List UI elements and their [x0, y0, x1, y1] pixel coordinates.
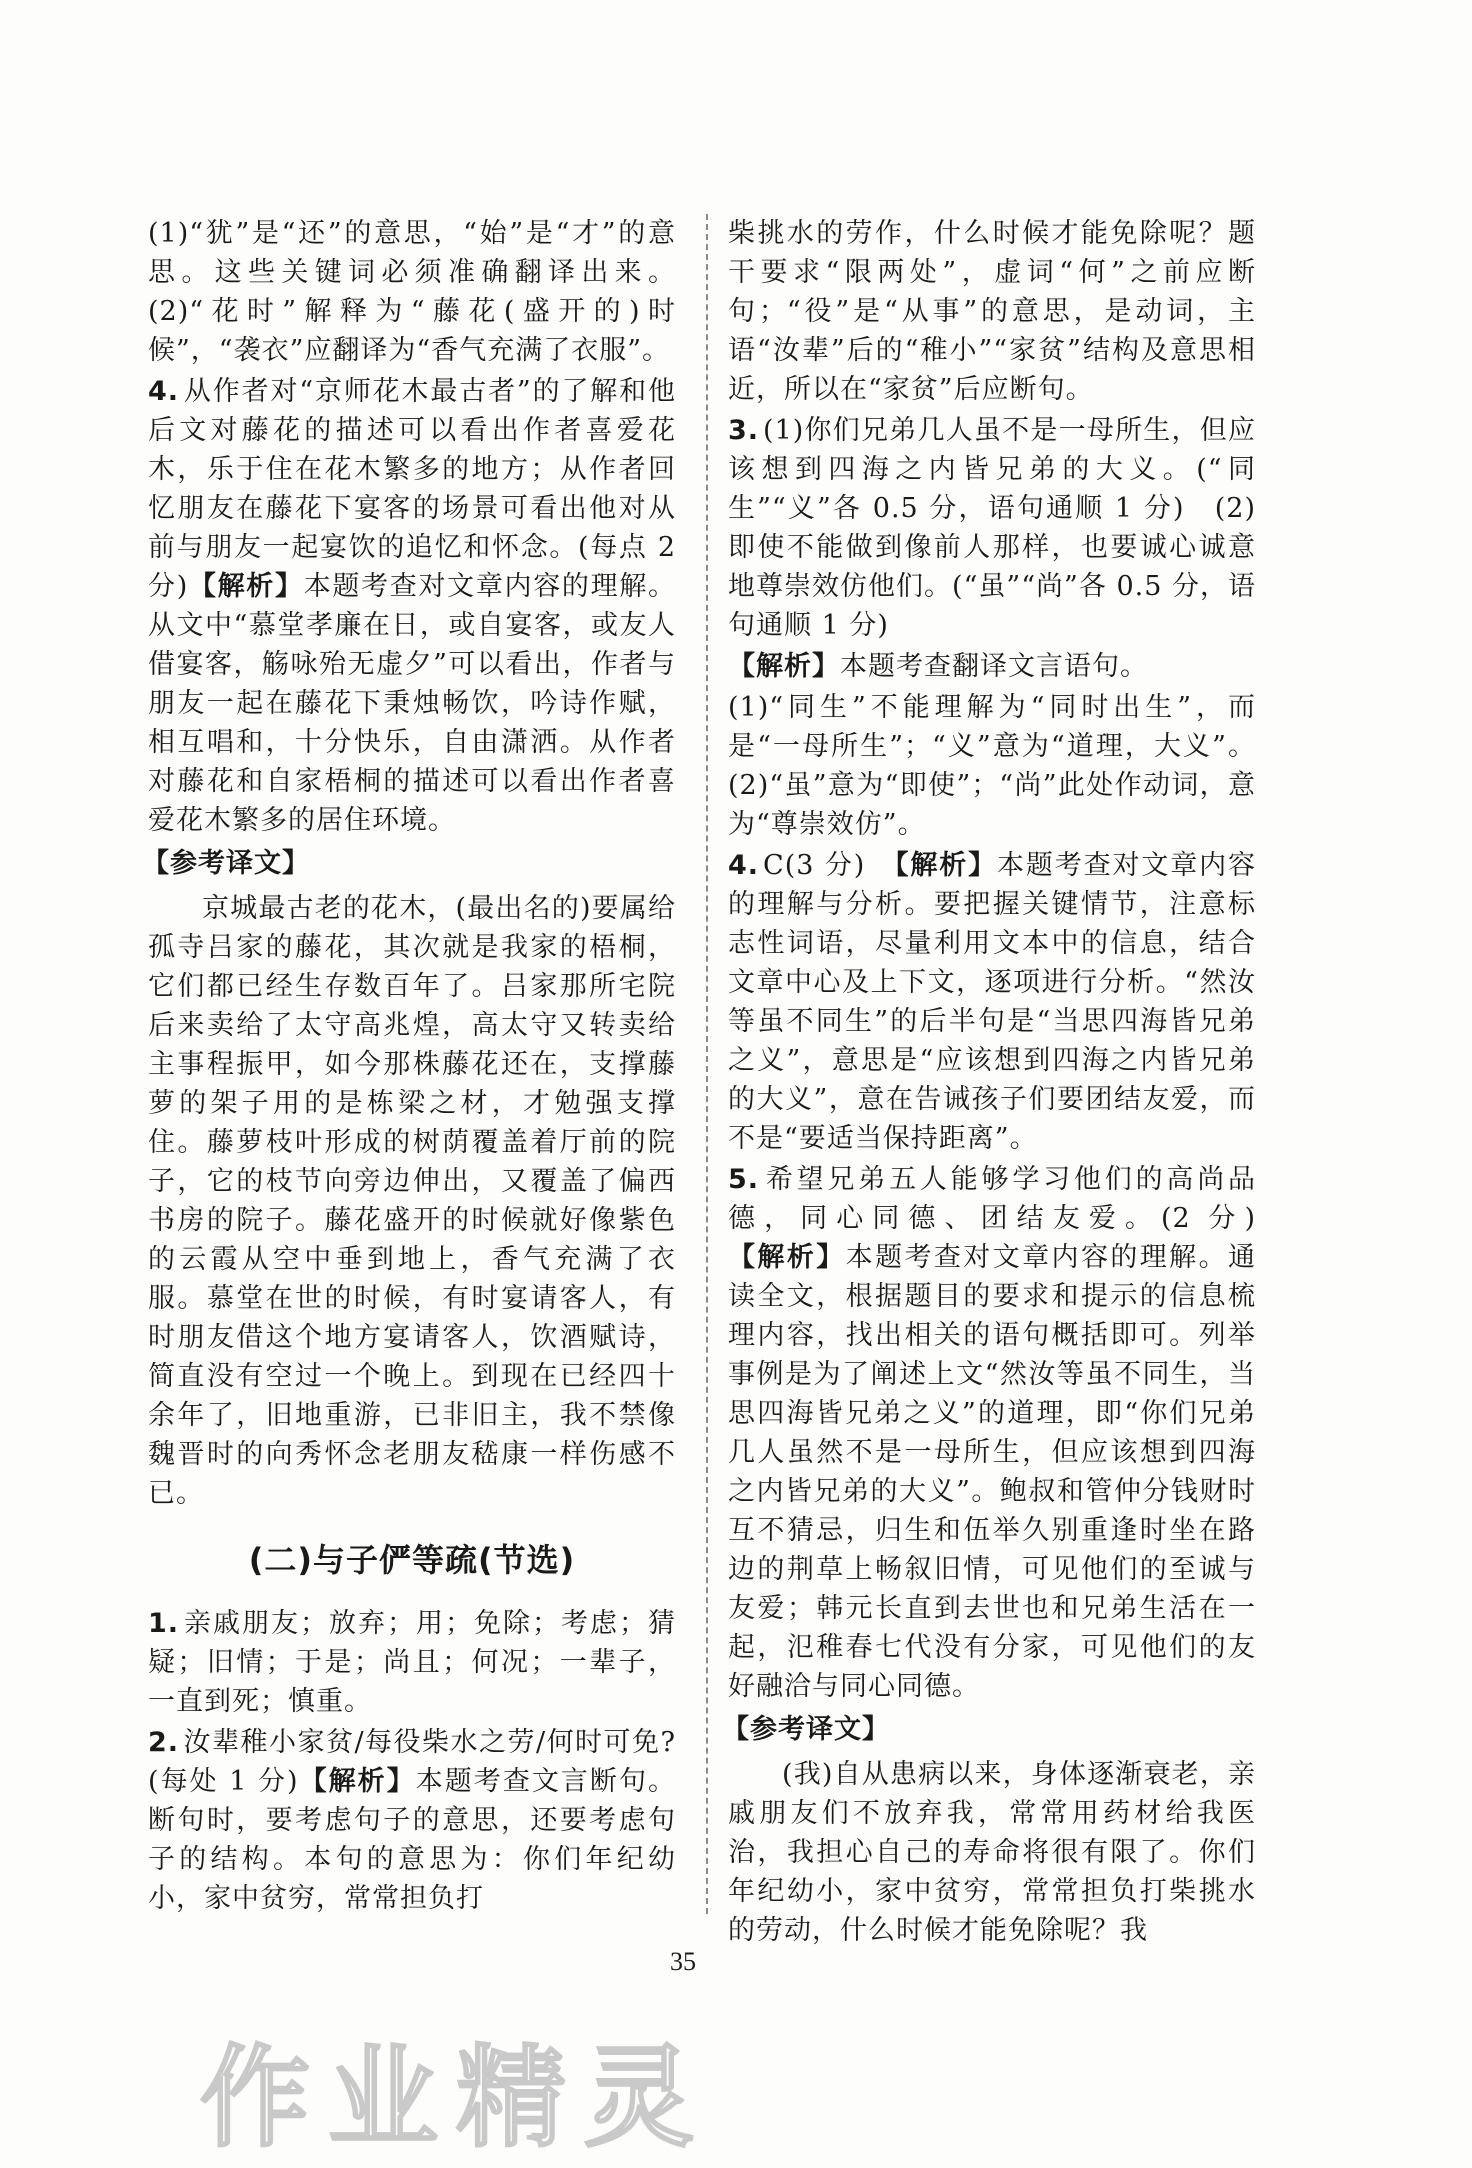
analysis-paragraph — [728, 647, 1256, 686]
reference-translation-text: (我)自从患病以来，身体逐渐衰老，亲戚朋友们不放弃我，常常用药材给我医治，我担心自己的寿命将很有限了。你们年纪幼小，家中贫穷，常常担负打柴挑水的劳动，什么时候才能免除呢？我 — [728, 1759, 1256, 1946]
analysis-tag: 【解析】 — [895, 850, 998, 881]
analysis-tag: 【解析】 — [298, 1766, 416, 1797]
analysis-tag: 【解析】 — [728, 651, 840, 682]
item-number: 2. — [148, 1727, 180, 1758]
analysis-text: 本题考查对文章内容的理解。通读全文，根据题目的要求和提示的信息梳理内容，找出相关的语句概括即可。列举事例是为了阐述上文“然汝等虽不同生，当思四海皆兄弟之义”的道理，即“你们兄弟几人虽然不是一母所生，但应该想到四海之内皆兄弟的大义”。鲍叔和管仲分钱财时互不猜忌，归生和伍举久别重逢时坐在路边的荆草上畅叙旧情，可见他们的至诚与友爱；韩元长直到去世也和兄弟生活在一起，氾稚春七代没有分家，可见他们的友好融洽与同心同德。 — [728, 1242, 1257, 1702]
answer-text: C(3 分) — [763, 850, 866, 881]
reference-translation-heading: 【参考译文】 — [142, 848, 310, 879]
analysis-text: 本题考查对文章内容的理解与分析。要把握关键情节，注意标志性词语，尽量利用文本中的信息，结合文章中心及上下文，逐项进行分析。“然汝等虽不同生”的后半句是“当思四海皆兄弟之义”，意思是“应该想到四海之内皆兄弟的大义”，意在告诫孩子们要团结友爱，而不是“要适当保持距离”。 — [728, 850, 1257, 1154]
analysis-text: 本题考查翻译文言语句。 — [840, 651, 1148, 682]
page-number: 35 — [670, 1947, 696, 1976]
answer-intro-paragraph: (1)“犹”是“还”的意思，“始”是“才”的意思。这些关键词必须准确翻译出来。(2)“花时”解释为“藤花(盛开的)时候”，“袭衣”应翻译为“香气充满了衣服”。 — [148, 218, 676, 366]
item-number: 1. — [148, 1608, 180, 1639]
continued-paragraph: 柴挑水的劳作，什么时候才能免除呢？题干要求“限两处”，虚词“何”之前应断句；“役”是“从事”的意思，是动词，主语“汝辈”后的“稚小”“家贫”结构及意思相近，所以在“家贫”后应断句。 — [728, 218, 1256, 405]
reference-translation-heading: 【参考译文】 — [722, 1714, 890, 1745]
left-column — [142, 214, 677, 1920]
column-divider — [706, 214, 708, 1914]
answer-item-3 — [728, 411, 1256, 645]
reference-translation-text: 京城最古老的花木，(最出名的)要属给孤寺吕家的藤花，其次就是我家的梧桐，它们都已经生存数百年了。吕家那所宅院后来卖给了太守高兆煌，高太守又转卖给主事程振甲，如今那株藤花还在，支撑藤萝的架子用的是栋梁之材，才勉强支撑住。藤萝枝叶形成的树荫覆盖着厅前的院子，它的枝节向旁边伸出，又覆盖了偏西书房的院子。藤花盛开的时候就好像紫色的云霞从空中垂到地上，香气充满了衣服。慕堂在世的时候，有时宴请客人，有时朋友借这个地方宴请客人，饮酒赋诗，简直没有空过一个晚上。到现在已经四十余年了，旧地重游，已非旧主，我不禁像魏晋时的向秀怀念老朋友嵇康一样伤感不已。 — [148, 893, 676, 1509]
analysis-tag: 【解析】 — [188, 571, 304, 602]
answer-text: (1)你们兄弟几人虽不是一母所生，但应该想到四海之内皆兄弟的大义。(“同生”“义”各 0.5 分，语句通顺 1 分) (2)即使不能做到像前人那样，也要诚心诚意地尊崇效仿他们。(“虽”“尚”各 0.5 分，语句通顺 1 分) — [728, 415, 1256, 641]
watermark-logo: 作业精灵 — [200, 2034, 712, 2162]
item-number: 4. — [148, 376, 180, 407]
right-column — [722, 214, 1257, 1952]
item-number: 3. — [728, 415, 760, 446]
answer-item-4 — [728, 846, 1256, 1158]
item-number: 5. — [728, 1164, 760, 1195]
answer-text: 汝辈稚小家贫/每役柴水之劳/何时可免?(每处 1 分) — [148, 1727, 676, 1797]
answer-text: 亲戚朋友；放弃；用；免除；考虑；猜疑；旧情；于是；尚且；何况；一辈子，一直到死；慎重。 — [148, 1608, 676, 1717]
answer-text: 希望兄弟五人能够学习他们的高尚品德，同心同德、团结友爱。(2 分) — [728, 1164, 1256, 1234]
section-title: (二)与子俨等疏(节选) — [248, 1541, 576, 1579]
analysis-tag: 【解析】 — [728, 1242, 846, 1273]
answer-text: 从作者对“京师花木最古者”的了解和他后文对藤花的描述可以看出作者喜爱花木，乐于住在花木繁多的地方；从作者回忆朋友在藤花下宴客的场景可看出他对从前与朋友一起宴饮的追忆和怀念。(每点 2 分) — [148, 376, 676, 602]
answer-item-2 — [148, 1723, 676, 1918]
analysis-text: 本题考查对文章内容的理解。从文中“慕堂孝廉在日，或自宴客，或友人借宴客，觞咏殆无虚夕”可以看出，作者与朋友一起在藤花下秉烛畅饮，吟诗作赋，相互唱和，十分快乐，自由潇洒。从作者对藤花和自家梧桐的描述可以看出作者喜爱花木繁多的居住环境。 — [148, 571, 677, 836]
answer-item-5 — [728, 1160, 1256, 1706]
answer-item-1 — [148, 1604, 676, 1721]
item-number: 4. — [728, 850, 760, 881]
analysis-text: 本题考查文言断句。断句时，要考虑句子的意思，还要考虑句子的结构。本句的意思为：你们年纪幼小，家中贫穷，常常担负打 — [148, 1766, 676, 1914]
analysis-detail: (1)“同生”不能理解为“同时出生”，而是“一母所生”；“义”意为“道理，大义”。(2)“虽”意为“即使”；“尚”此处作动词，意为“尊崇效仿”。 — [728, 692, 1256, 840]
answer-item-4 — [148, 372, 676, 840]
